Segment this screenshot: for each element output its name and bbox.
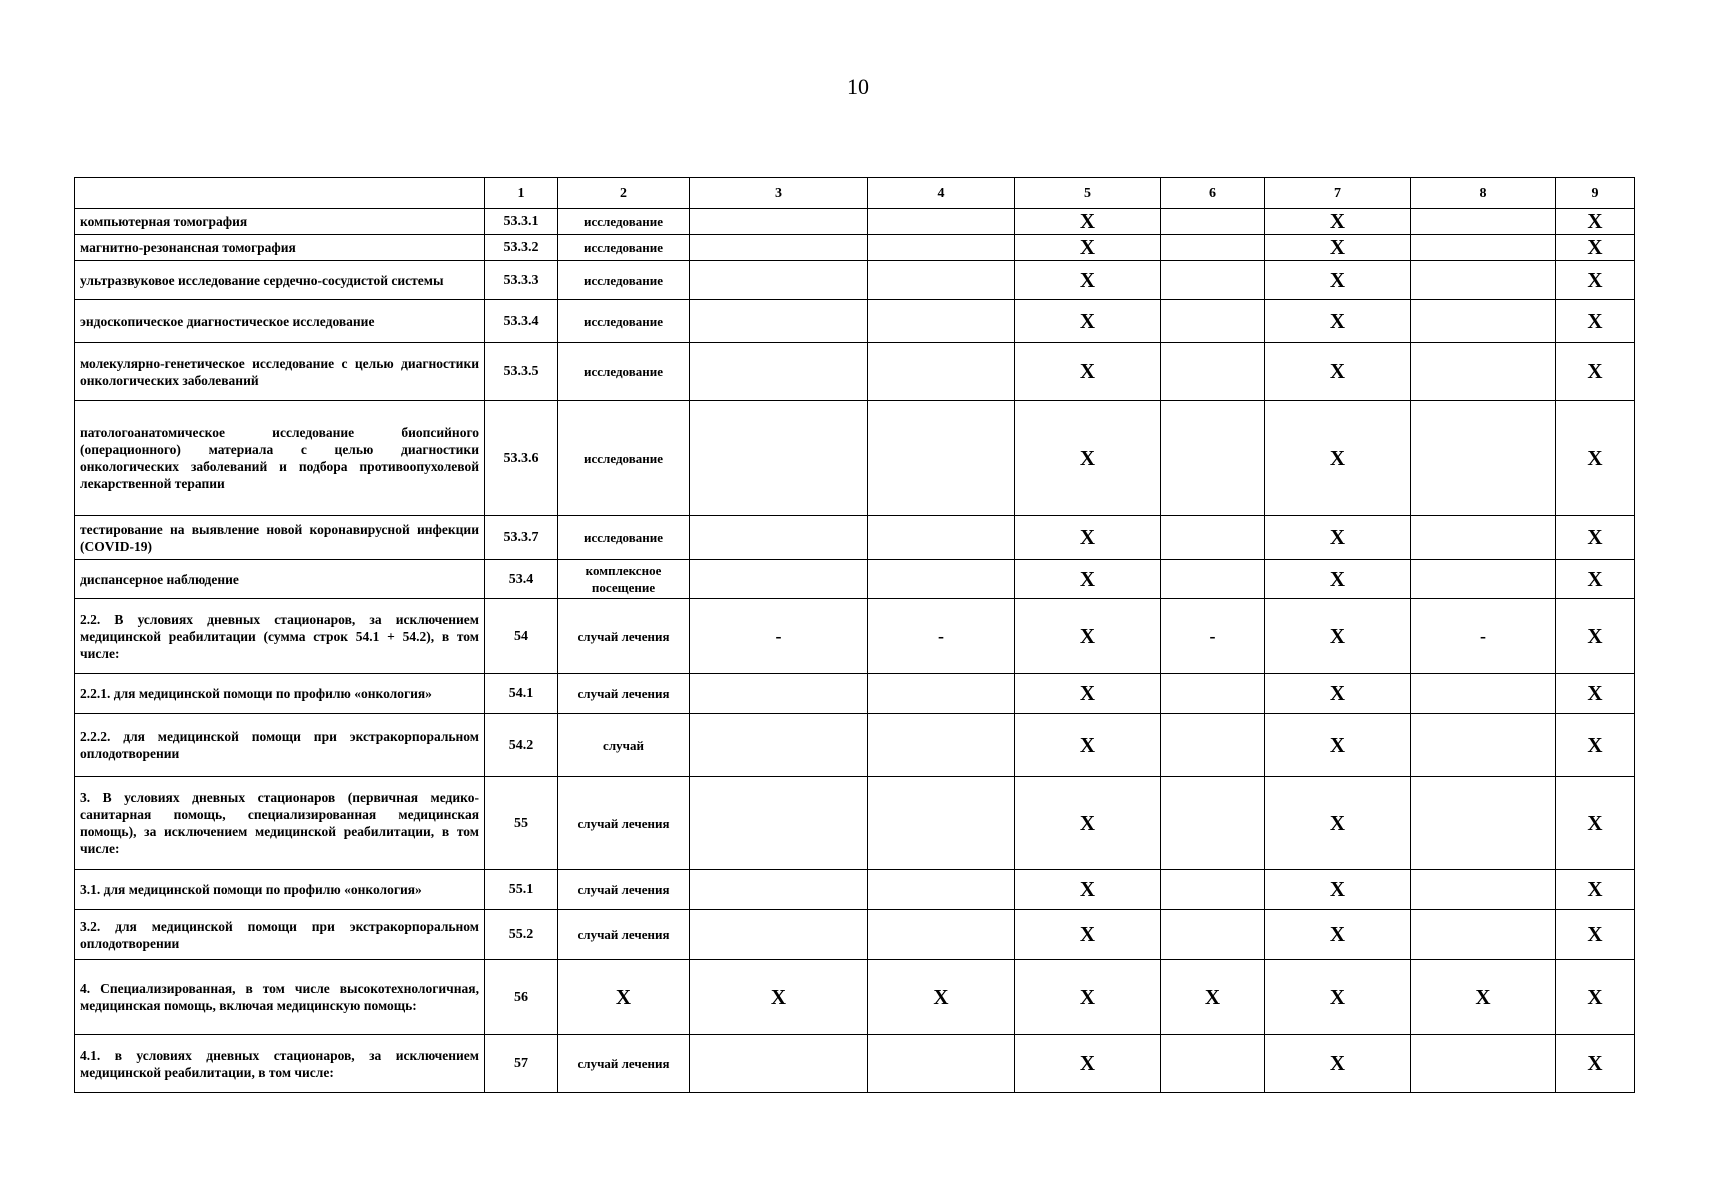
cell-col-8 (1411, 235, 1556, 261)
cell-col-7: X (1265, 235, 1411, 261)
data-table (74, 177, 1635, 1093)
cell-unit: исследование (558, 235, 690, 261)
header-cell: 3 (690, 178, 868, 209)
cell-unit: X (558, 960, 690, 1035)
cell-col-6 (1161, 870, 1265, 910)
header-cell: 2 (558, 178, 690, 209)
cell-col-7: X (1265, 343, 1411, 401)
cell-col-4 (868, 300, 1015, 343)
cell-col-9: X (1556, 401, 1635, 516)
cell-col-5: X (1015, 960, 1161, 1035)
header-cell (75, 178, 485, 209)
cell-col-4 (868, 910, 1015, 960)
cell-row-number: 53.3.4 (485, 300, 558, 343)
cell-col-7: X (1265, 910, 1411, 960)
cell-row-number: 57 (485, 1035, 558, 1093)
cell-col-5: X (1015, 300, 1161, 343)
cell-col-6 (1161, 300, 1265, 343)
cell-row-name: 3.2. для медицинской помощи при экстракорпоральном оплодотворении (75, 910, 485, 960)
cell-row-name: тестирование на выявление новой коронавирусной инфекции (COVID-19) (75, 516, 485, 560)
table-row (75, 674, 1635, 714)
cell-row-name: ультразвуковое исследование сердечно-сосудистой системы (75, 261, 485, 300)
cell-col-6 (1161, 401, 1265, 516)
cell-row-name: компьютерная томография (75, 209, 485, 235)
cell-row-number: 55.1 (485, 870, 558, 910)
cell-col-8 (1411, 674, 1556, 714)
cell-col-8 (1411, 261, 1556, 300)
cell-row-number: 55.2 (485, 910, 558, 960)
cell-col-7: X (1265, 870, 1411, 910)
cell-col-8 (1411, 401, 1556, 516)
table-row (75, 235, 1635, 261)
cell-col-7: X (1265, 209, 1411, 235)
cell-col-3: X (690, 960, 868, 1035)
table-row (75, 343, 1635, 401)
cell-col-8: - (1411, 599, 1556, 674)
cell-col-9: X (1556, 777, 1635, 870)
cell-col-8: X (1411, 960, 1556, 1035)
cell-unit: исследование (558, 401, 690, 516)
cell-row-number: 53.3.6 (485, 401, 558, 516)
cell-col-5: X (1015, 560, 1161, 599)
cell-col-9: X (1556, 870, 1635, 910)
cell-col-7: X (1265, 599, 1411, 674)
cell-col-9: X (1556, 516, 1635, 560)
cell-col-3 (690, 516, 868, 560)
table-row (75, 714, 1635, 777)
cell-col-4 (868, 870, 1015, 910)
page-number: 10 (847, 74, 869, 99)
cell-row-name: 3.1. для медицинской помощи по профилю «онкология» (75, 870, 485, 910)
cell-col-5: X (1015, 235, 1161, 261)
cell-col-5: X (1015, 910, 1161, 960)
cell-col-5: X (1015, 209, 1161, 235)
cell-col-7: X (1265, 560, 1411, 599)
cell-col-5: X (1015, 1035, 1161, 1093)
cell-row-name: 4. Специализированная, в том числе высокотехнологичная, медицинская помощь, включая медицинскую помощь: (75, 960, 485, 1035)
cell-row-name: молекулярно-генетическое исследование с целью диагностики онкологических заболеваний (75, 343, 485, 401)
cell-col-4 (868, 401, 1015, 516)
cell-col-3 (690, 209, 868, 235)
cell-row-name: эндоскопическое диагностическое исследование (75, 300, 485, 343)
cell-row-number: 54.1 (485, 674, 558, 714)
cell-unit: исследование (558, 261, 690, 300)
cell-col-7: X (1265, 261, 1411, 300)
cell-col-4 (868, 235, 1015, 261)
table-row (75, 1035, 1635, 1093)
cell-row-number: 54 (485, 599, 558, 674)
table-row (75, 300, 1635, 343)
cell-col-5: X (1015, 777, 1161, 870)
cell-col-3 (690, 674, 868, 714)
header-cell: 4 (868, 178, 1015, 209)
cell-col-5: X (1015, 870, 1161, 910)
cell-col-7: X (1265, 960, 1411, 1035)
cell-col-8 (1411, 910, 1556, 960)
cell-col-6: - (1161, 599, 1265, 674)
cell-col-5: X (1015, 516, 1161, 560)
header-cell: 6 (1161, 178, 1265, 209)
cell-col-9: X (1556, 960, 1635, 1035)
cell-row-name: патологоанатомическое исследование биопсийного (операционного) материала с целью диагностики онкологических заболеваний и подбора противоопухолевой лекарственной терапии (75, 401, 485, 516)
cell-col-8 (1411, 777, 1556, 870)
cell-col-4 (868, 261, 1015, 300)
cell-col-3 (690, 910, 868, 960)
cell-col-9: X (1556, 343, 1635, 401)
cell-col-7: X (1265, 1035, 1411, 1093)
cell-row-number: 55 (485, 777, 558, 870)
cell-unit: случай лечения (558, 1035, 690, 1093)
cell-col-6 (1161, 235, 1265, 261)
cell-col-5: X (1015, 714, 1161, 777)
cell-col-7: X (1265, 674, 1411, 714)
cell-col-9: X (1556, 261, 1635, 300)
header-cell: 7 (1265, 178, 1411, 209)
cell-col-9: X (1556, 235, 1635, 261)
cell-col-3 (690, 300, 868, 343)
cell-col-3: - (690, 599, 868, 674)
cell-col-9: X (1556, 300, 1635, 343)
cell-unit: случай лечения (558, 674, 690, 714)
cell-row-name: 3. В условиях дневных стационаров (первичная медико-санитарная помощь, специализированная медицинская помощь), за исключением медицинской реабилитации, в том числе: (75, 777, 485, 870)
header-cell: 5 (1015, 178, 1161, 209)
cell-col-3 (690, 777, 868, 870)
cell-col-6 (1161, 777, 1265, 870)
cell-col-9: X (1556, 560, 1635, 599)
cell-row-number: 53.3.7 (485, 516, 558, 560)
header-cell: 8 (1411, 178, 1556, 209)
table-row (75, 401, 1635, 516)
cell-col-6 (1161, 261, 1265, 300)
cell-col-6: X (1161, 960, 1265, 1035)
cell-col-4 (868, 674, 1015, 714)
cell-row-number: 53.4 (485, 560, 558, 599)
cell-col-7: X (1265, 777, 1411, 870)
cell-col-7: X (1265, 401, 1411, 516)
cell-row-number: 56 (485, 960, 558, 1035)
table-row (75, 960, 1635, 1035)
cell-unit: случай лечения (558, 870, 690, 910)
cell-col-7: X (1265, 714, 1411, 777)
cell-row-name: 4.1. в условиях дневных стационаров, за исключением медицинской реабилитации, в том числе: (75, 1035, 485, 1093)
cell-col-3 (690, 1035, 868, 1093)
cell-unit: исследование (558, 209, 690, 235)
cell-col-4 (868, 343, 1015, 401)
cell-col-6 (1161, 343, 1265, 401)
cell-row-number: 54.2 (485, 714, 558, 777)
cell-col-9: X (1556, 209, 1635, 235)
cell-col-5: X (1015, 343, 1161, 401)
cell-col-6 (1161, 209, 1265, 235)
cell-unit: комплексное посещение (558, 560, 690, 599)
column-number-row (75, 178, 1635, 209)
cell-unit: исследование (558, 516, 690, 560)
cell-col-6 (1161, 910, 1265, 960)
cell-col-9: X (1556, 714, 1635, 777)
cell-row-name: 2.2.1. для медицинской помощи по профилю «онкология» (75, 674, 485, 714)
cell-row-number: 53.3.2 (485, 235, 558, 261)
cell-unit: исследование (558, 300, 690, 343)
cell-col-9: X (1556, 910, 1635, 960)
cell-col-4 (868, 777, 1015, 870)
cell-col-4 (868, 516, 1015, 560)
cell-unit: случай лечения (558, 777, 690, 870)
cell-col-4 (868, 1035, 1015, 1093)
table-row (75, 870, 1635, 910)
header-cell: 1 (485, 178, 558, 209)
cell-col-3 (690, 261, 868, 300)
cell-col-8 (1411, 1035, 1556, 1093)
cell-row-name: диспансерное наблюдение (75, 560, 485, 599)
cell-col-6 (1161, 714, 1265, 777)
cell-unit: случай (558, 714, 690, 777)
cell-col-3 (690, 870, 868, 910)
cell-row-number: 53.3.1 (485, 209, 558, 235)
cell-col-8 (1411, 714, 1556, 777)
table-row (75, 516, 1635, 560)
cell-col-9: X (1556, 1035, 1635, 1093)
cell-col-9: X (1556, 674, 1635, 714)
cell-col-8 (1411, 300, 1556, 343)
table-row (75, 261, 1635, 300)
cell-col-8 (1411, 343, 1556, 401)
cell-col-8 (1411, 870, 1556, 910)
table-row (75, 910, 1635, 960)
cell-row-number: 53.3.5 (485, 343, 558, 401)
cell-col-3 (690, 235, 868, 261)
cell-col-3 (690, 401, 868, 516)
cell-col-6 (1161, 1035, 1265, 1093)
cell-col-7: X (1265, 516, 1411, 560)
cell-col-4 (868, 209, 1015, 235)
table-row (75, 599, 1635, 674)
cell-col-8 (1411, 560, 1556, 599)
cell-row-name: 2.2. В условиях дневных стационаров, за исключением медицинской реабилитации (сумма строк 54.1 + 54.2), в том числе: (75, 599, 485, 674)
cell-unit: случай лечения (558, 599, 690, 674)
cell-col-3 (690, 714, 868, 777)
cell-col-8 (1411, 209, 1556, 235)
cell-row-number: 53.3.3 (485, 261, 558, 300)
cell-col-3 (690, 560, 868, 599)
cell-unit: исследование (558, 343, 690, 401)
cell-col-6 (1161, 674, 1265, 714)
cell-col-6 (1161, 516, 1265, 560)
cell-row-name: 2.2.2. для медицинской помощи при экстракорпоральном оплодотворении (75, 714, 485, 777)
header-cell: 9 (1556, 178, 1635, 209)
cell-col-9: X (1556, 599, 1635, 674)
table-row (75, 209, 1635, 235)
cell-col-3 (690, 343, 868, 401)
table-row (75, 777, 1635, 870)
cell-col-5: X (1015, 261, 1161, 300)
cell-col-4: - (868, 599, 1015, 674)
cell-col-8 (1411, 516, 1556, 560)
cell-col-5: X (1015, 599, 1161, 674)
cell-col-5: X (1015, 674, 1161, 714)
cell-unit: случай лечения (558, 910, 690, 960)
cell-row-name: магнитно-резонансная томография (75, 235, 485, 261)
cell-col-7: X (1265, 300, 1411, 343)
table-row (75, 560, 1635, 599)
cell-col-4 (868, 714, 1015, 777)
cell-col-4: X (868, 960, 1015, 1035)
cell-col-6 (1161, 560, 1265, 599)
cell-col-4 (868, 560, 1015, 599)
cell-col-5: X (1015, 401, 1161, 516)
